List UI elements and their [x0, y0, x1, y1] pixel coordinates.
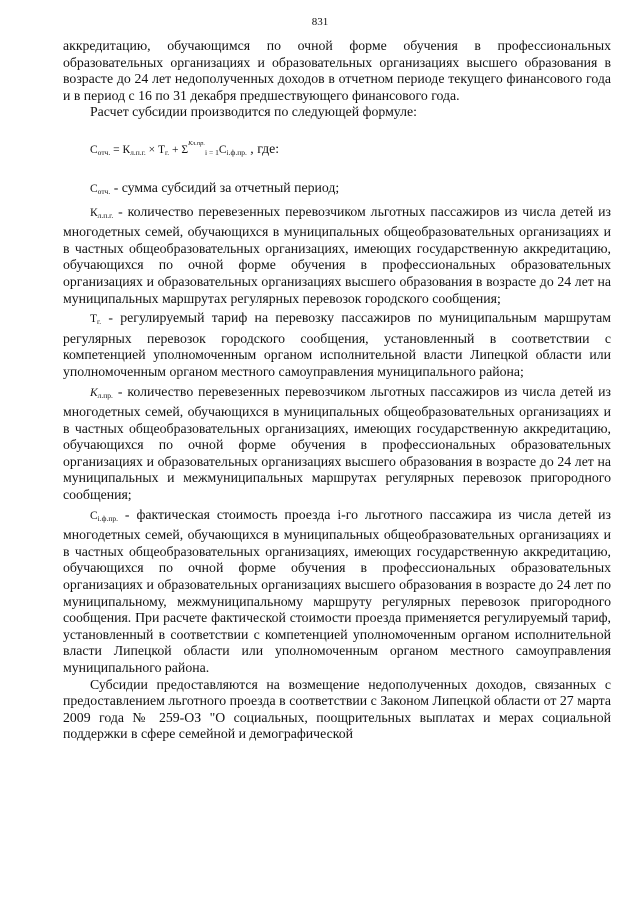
- formula-k-sub: л.п.г.: [130, 147, 146, 157]
- definition-item: [63, 204, 611, 308]
- definition-subscript: л.п.г.: [97, 210, 114, 220]
- formula-times-t: × Т: [145, 143, 166, 156]
- definition-symbol: К: [90, 206, 98, 219]
- definition-symbol: Т: [90, 313, 98, 326]
- subsidy-formula: [90, 139, 611, 160]
- formula-tail: , где:: [246, 140, 280, 156]
- page-number: 831: [311, 16, 329, 28]
- formula-c-sub: i.ф.пр.: [226, 147, 247, 157]
- definition-text: - количество перевезенных перевозчиком льготных пассажиров из числа детей из многодетных семей, обучающихся в муниципальных общеобразовательных организациях и в частных общеобразовательных организациях, имеющих государственную аккредитацию, обучающихся по очной форме обучения в профессиональных образовательных организациях и образовательных организациях высшего образования в возрасте до 24 лет на муниципальных маршрутах регулярных перевозок городского сообщения;: [63, 203, 611, 306]
- definition-item: [63, 310, 611, 380]
- definition-subscript: л.пр.: [97, 390, 113, 400]
- document-body: [63, 38, 611, 743]
- definition-text: - фактическая стоимость проезда i-го льготного пассажира из числа детей из многодетных семей, обучающихся в муниципальных общеобразовательных организациях и в частных общеобразовательных организациях, имеющих государственную аккредитацию, обучающихся по очной форме обучения в профессиональных образовательных организациях и образовательных организациях высшего образования в возрасте до 24 лет по муниципальному, межмуниципальному маршруту регулярных перевозок пригородного сообщения. При расчете фактической стоимости проезда применяется регулируемый тариф, установленный в соответствии с компетенцией уполномоченным органом исполнительной власти Липецкой области или уполномоченным органом местного самоуправления муниципального района.: [63, 506, 611, 675]
- formula-lhs: С: [90, 143, 98, 156]
- definition-item: [63, 507, 611, 677]
- definition-text: - количество перевезенных перевозчиком льготных пассажиров из числа детей из многодетных семей, обучающихся в муниципальных общеобразовательных организациях и в частных общеобразовательных организациях, имеющих государственную аккредитацию, обучающихся по очной форме обучения в профессиональных образовательных организациях и образовательных организациях высшего образования в возрасте до 24 лет на муниципальных и межмуниципальных маршрутах регулярных перевозок пригородного сообщения;: [63, 383, 611, 503]
- definition-item: [63, 384, 611, 504]
- formula-sigma-sup: Кл.пр.: [188, 139, 205, 147]
- definition-subscript: г.: [97, 317, 102, 327]
- definition-symbol: С: [90, 182, 98, 195]
- definition-text: - сумма субсидий за отчетный период;: [110, 179, 340, 195]
- definition-subscript: i.ф.пр.: [97, 513, 119, 523]
- definition-symbol: С: [90, 509, 98, 522]
- definition-text: - регулируемый тариф на перевозку пассажиров по муниципальным маршрутам регулярных перевозок городского сообщения, установленный в соответствии с компетенцией уполномоченным органом исполнительной власти Липецкой области или уполномоченным органом местного самоуправления муниципального района;: [63, 310, 611, 379]
- definition-item: [63, 180, 611, 201]
- intro-paragraph: аккредитацию, обучающимся по очной форме обучения в профессиональных образовательных организациях и образовательных организациях высшего образования в возрасте до 24 лет недополученных доходов в отчетном периоде текущего финансового года и в период с 16 по 31 декабря предшествующего финансового года.: [63, 38, 611, 103]
- formula-c: С: [218, 143, 227, 156]
- formula-intro: Расчет субсидии производится по следующей формуле:: [90, 104, 417, 120]
- formula-sigma-sub: i = 1: [205, 147, 219, 157]
- closing-paragraph: Субсидии предоставляются на возмещение недополученных доходов, связанных с предоставлением льготного проезда в соответствии с Законом Липецкой области от 27 марта 2009 года № 259-ОЗ "О социальных, поощрительных выплатах и мерах социальной поддержки в сфере семейной и демографической: [63, 676, 611, 742]
- formula-t-sub: г.: [165, 147, 170, 157]
- formula-eq-k: = К: [110, 143, 131, 156]
- formula-plus-sigma: + Σ: [169, 143, 189, 156]
- definition-symbol: К: [90, 386, 98, 399]
- formula-lhs-sub: отч.: [97, 147, 111, 157]
- definition-subscript: отч.: [97, 186, 111, 196]
